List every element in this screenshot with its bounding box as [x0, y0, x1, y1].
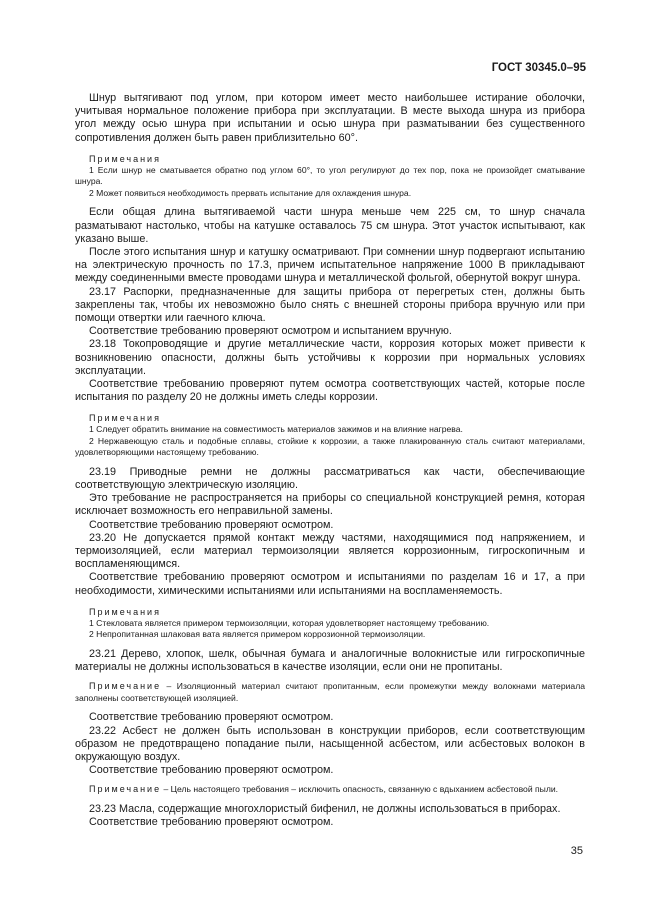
- paragraph: После этого испытания шнур и катушку осматривают. При сомнении шнур подвергают испытанию на электрическую прочность по 17.3, причем испытательное напряжение 1000 В прикладывают между соединенными вместе проводами шнура и металлической фольгой, обернутой вокруг шнура.: [75, 245, 585, 285]
- paragraph: Соответствие требованию проверяют осмотром.: [89, 518, 334, 531]
- paragraph: 23.17 Распорки, предназначенные для защиты прибора от перегретых стен, должны быть закреплены так, чтобы их невозможно было снять с внешней стороны прибора вручную или при помощи отвертки или гаечного ключа.: [75, 285, 585, 324]
- note-label: Примечание: [89, 681, 162, 692]
- note-heading: Примечания: [89, 153, 161, 164]
- paragraph: Шнур вытягивают под углом, при котором имеет место наибольшее истирание оболочки, учитывая нормальное положение прибора при эксплуатации. В месте выхода шнура из прибора угол между осью шнура при испытании и осью шнура при разматывании без существенного сопротивления должен быть равен приблизительно 60°.: [75, 92, 585, 144]
- note-label: Примечание: [89, 784, 162, 795]
- paragraph: Соответствие требованию проверяют осмотром.: [89, 764, 334, 777]
- note-item: 2 Нержавеющую сталь и подобные сплавы, стойкие к коррозии, а также плакированную сталь считают материалами, удовлетворяющими настоящему требованию.: [75, 435, 585, 458]
- paragraph: 23.20 Не допускается прямой контакт между частями, находящимися под напряжением, и термоизоляцией, если материал термоизоляции является коррозионным, гигроскопичным и воспламеняющимся.: [75, 531, 585, 571]
- note-heading: Примечания: [89, 413, 161, 424]
- paragraph: 23.23 Масла, содержащие многохлористый бифенил, не должны использоваться в приборах.: [89, 802, 561, 815]
- paragraph: Соответствие требованию проверяют осмотром и испытанием вручную.: [89, 325, 452, 338]
- paragraph: 23.18 Токопроводящие и другие металлические части, коррозия которых может привести к возникновению опасности, должны быть устойчивы к коррозии при нормальных условиях эксплуатации.: [75, 338, 585, 377]
- document-body: [75, 92, 585, 829]
- note-item: 1 Следует обратить внимание на совместимость материалов зажимов и на влияние нагрева.: [89, 424, 463, 435]
- note-single: [75, 681, 585, 704]
- paragraph: Это требование не распространяется на приборы со специальной конструкцией ремня, которая исключает возможность его неправильной замены.: [75, 492, 585, 518]
- paragraph: Если общая длина вытягиваемой части шнура меньше чем 225 см, то шнур сначала разматывают настолько, чтобы на катушке оставалось 75 см шнура. Этот участок испытывают, как указано выше.: [75, 206, 585, 245]
- note-text: – Цель настоящего требования – исключить опасность, связанную с вдыханием асбестовой пыли.: [161, 784, 559, 795]
- paragraph: 23.19 Приводные ремни не должны рассматриваться как части, обеспечивающие соответствующую электрическую изоляцию.: [75, 465, 585, 492]
- paragraph: Соответствие требованию проверяют осмотром.: [89, 816, 334, 829]
- paragraph: Соответствие требованию проверяют осмотром и испытаниями по разделам 16 и 17, а при необходимости, химическими испытаниями или испытаниями на воспламеняемость.: [75, 571, 585, 597]
- paragraph: 23.21 Дерево, хлопок, шелк, обычная бумага и аналогичные волокнистые или гигроскопичные материалы не должны использоваться в качестве изоляции, если они не пропитаны.: [75, 647, 585, 674]
- paragraph: Соответствие требованию проверяют путем осмотра соответствующих частей, которые после испытания по разделу 20 не должны иметь следы коррозии.: [75, 377, 585, 404]
- paragraph: 23.22 Асбест не должен быть использован в конструкции приборов, если соответствующим образом не предотвращено попадание пыли, насыщенной асбестом, или асбестовых волокон в окружающую воздух.: [75, 724, 585, 763]
- note-item: 2 Может появиться необходимость прервать испытание для охлаждения шнура.: [89, 187, 412, 198]
- note-item: 1 Если шнур не сматывается обратно под углом 60°, то угол регулируют до тех пор, пока не произойдет сматывание шнура.: [75, 164, 585, 187]
- page-number: 35: [570, 845, 583, 857]
- paragraph: Соответствие требованию проверяют осмотром.: [89, 711, 334, 724]
- note-text: – Изоляционный материал считают пропитанным, если промежутки между волокнами материала заполнены соответствующей изоляцией.: [75, 681, 585, 703]
- note-heading: Примечания: [89, 606, 161, 617]
- note-item: 1 Стекловата является примером термоизоляции, которая удовлетворяет настоящему требованию.: [89, 617, 490, 628]
- note-item: 2 Непропитанная шлаковая вата является примером коррозионной термоизоляции.: [89, 629, 426, 640]
- note-single: [75, 784, 585, 796]
- document-header: ГОСТ 30345.0–95: [491, 62, 586, 74]
